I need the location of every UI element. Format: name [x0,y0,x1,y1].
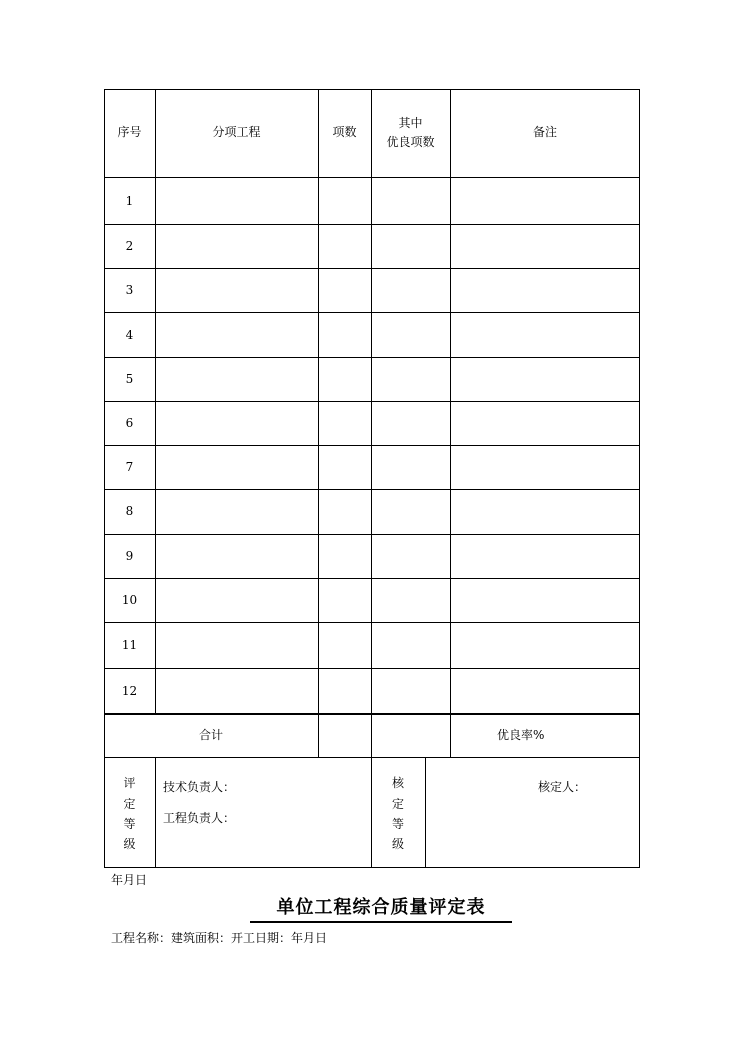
row-number: 12 [121,684,138,698]
row-divider [104,534,640,535]
row-divider [104,177,640,178]
date-line: 年月日 [111,873,148,887]
header-excellent-line2: 优良项数 [386,135,435,149]
row-divider [104,445,640,446]
col-divider [371,89,372,868]
row-number: 7 [125,460,134,474]
page-title: 单位工程综合质量评定表 [250,897,512,923]
row-divider [104,757,640,758]
verify-label-char: 定 [391,797,404,811]
col-divider [155,757,156,868]
rating-label-char: 级 [123,837,136,851]
tech-lead-label: 技术负责人： [163,780,236,794]
row-divider [104,489,640,490]
total-label: 合计 [198,728,223,742]
row-divider [104,357,640,358]
verifier-label: 核定人： [538,780,587,794]
header-count: 项数 [332,125,357,139]
row-divider [104,713,640,715]
row-number: 2 [125,239,134,253]
row-divider [104,268,640,269]
header-subproject: 分项工程 [212,125,261,139]
excellent-rate-label: 优良率% [497,728,545,742]
col-divider [318,89,319,757]
row-number: 8 [125,504,134,518]
row-number: 3 [125,283,134,297]
header-excellent-line1: 其中 [398,116,423,130]
project-info-line: 工程名称：建筑面积：开工日期：年月日 [111,931,328,945]
row-number: 5 [125,372,134,386]
row-divider [104,312,640,313]
header-seq: 序号 [117,125,142,139]
row-divider [104,401,640,402]
quality-assessment-table [104,89,640,868]
header-remark: 备注 [532,125,557,139]
row-number: 6 [125,416,134,430]
eng-lead-label: 工程负责人： [163,811,236,825]
verify-label-char: 核 [391,776,404,790]
row-number: 10 [121,593,138,607]
row-divider [104,224,640,225]
row-divider [104,622,640,623]
verify-label-char: 等 [391,817,404,831]
rating-label-char: 定 [123,797,136,811]
col-divider [155,89,156,714]
col-divider [425,757,426,868]
row-number: 1 [125,194,134,208]
row-divider [104,578,640,579]
row-number: 4 [125,328,134,342]
rating-label-char: 评 [123,776,136,790]
rating-label-char: 等 [123,817,136,831]
row-number: 11 [121,638,138,652]
col-divider [450,89,451,757]
verify-label-char: 级 [391,837,404,851]
row-divider [104,668,640,669]
row-number: 9 [125,549,134,563]
